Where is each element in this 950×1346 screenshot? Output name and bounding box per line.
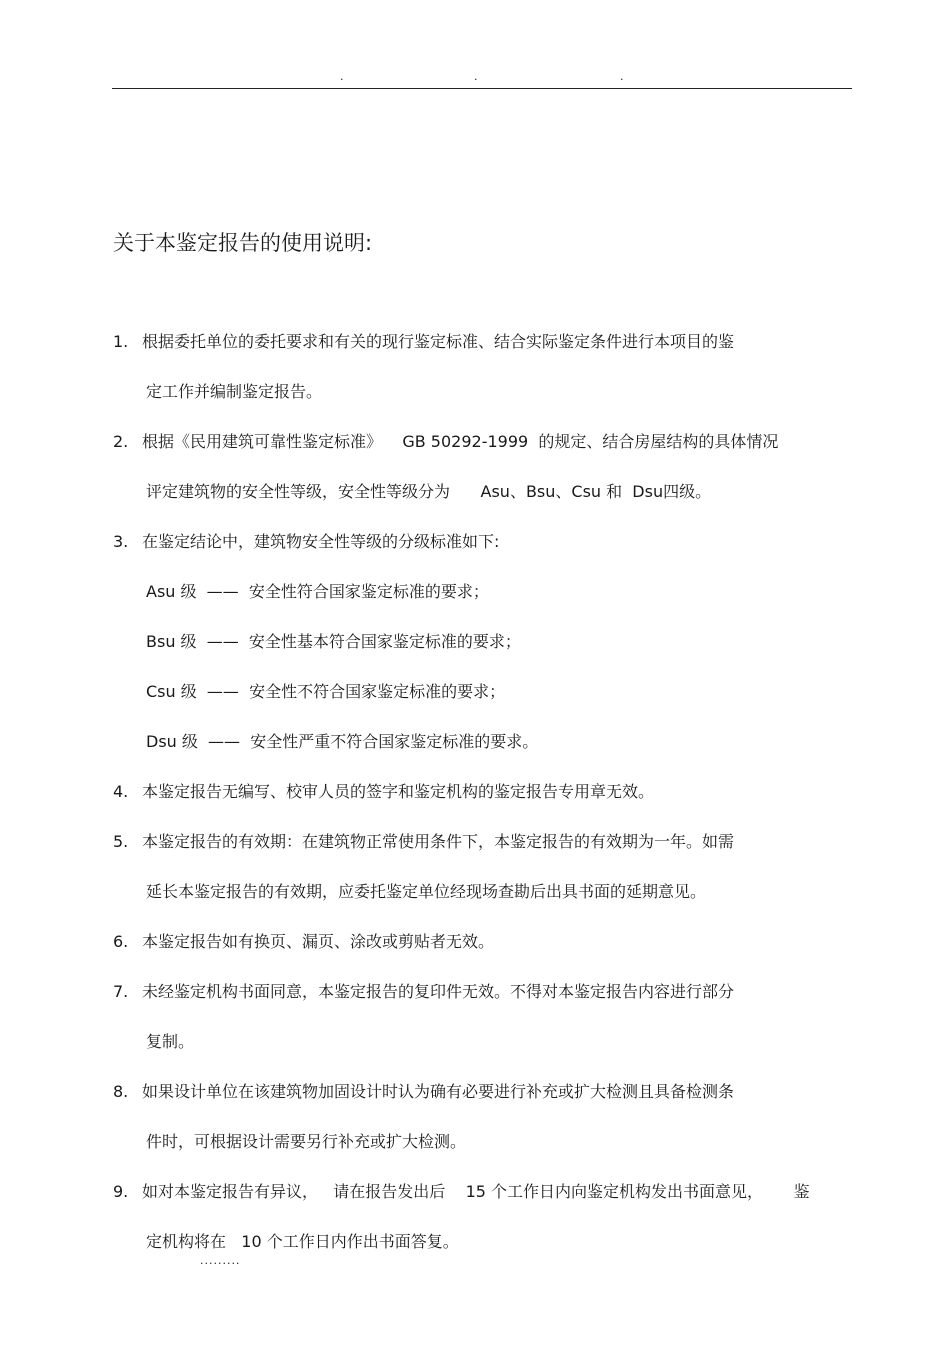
grade-dsu: Dsu 级 —— 安全性严重不符合国家鉴定标准的要求。 [146, 732, 539, 751]
item-4-number: 4. [113, 782, 129, 801]
item-1-line-1: 根据委托单位的委托要求和有关的现行鉴定标准、结合实际鉴定条件进行本项目的鉴 [142, 332, 735, 351]
item-8-line-2: 件时，可根据设计需要另行补充或扩大检测。 [146, 1132, 467, 1151]
grade-asu: Asu 级 —— 安全性符合国家鉴定标准的要求； [146, 582, 489, 601]
item-6-number: 6. [113, 932, 129, 951]
item-2-line-2: 评定建筑物的安全性等级，安全性等级分为 Asu、Bsu、Csu 和 Dsu四级。 [146, 482, 712, 501]
item-3-number: 3. [113, 532, 129, 551]
item-3-line-1: 在鉴定结论中，建筑物安全性等级的分级标准如下: [142, 532, 500, 551]
item-4-line-1: 本鉴定报告无编写、校审人员的签字和鉴定机构的鉴定报告专用章无效。 [142, 782, 655, 801]
item-8-line-1: 如果设计单位在该建筑物加固设计时认为确有必要进行补充或扩大检测且具备检测条 [142, 1082, 735, 1101]
item-6-line-1: 本鉴定报告如有换页、漏页、涂改或剪贴者无效。 [142, 932, 495, 951]
item-2-line-1: 根据《民用建筑可靠性鉴定标准》 GB 50292-1999 的规定、结合房屋结构的具体情况 [142, 432, 779, 451]
item-1-number: 1. [113, 332, 129, 351]
item-9-number: 9. [113, 1182, 129, 1201]
item-2-number: 2. [113, 432, 129, 451]
item-1-line-2: 定工作并编制鉴定报告。 [146, 382, 323, 401]
item-8-number: 8. [113, 1082, 129, 1101]
footer-dots: ......... [200, 1254, 241, 1267]
item-5-number: 5. [113, 832, 129, 851]
item-7-line-2: 复制。 [146, 1032, 195, 1051]
item-5-line-1: 本鉴定报告的有效期：在建筑物正常使用条件下，本鉴定报告的有效期为一年。如需 [142, 832, 735, 851]
item-5-line-2: 延长本鉴定报告的有效期，应委托鉴定单位经现场查勘后出具书面的延期意见。 [146, 882, 707, 901]
grade-bsu: Bsu 级 —— 安全性基本符合国家鉴定标准的要求； [146, 632, 521, 651]
item-7-number: 7. [113, 982, 129, 1001]
item-9-line-1: 如对本鉴定报告有异议， 请在报告发出后 15 个工作日内向鉴定机构发出书面意见， 鉴 [142, 1182, 810, 1201]
page-title: 关于本鉴定报告的使用说明: [113, 231, 373, 255]
header-rule [112, 88, 852, 89]
item-7-line-1: 未经鉴定机构书面同意，本鉴定报告的复印件无效。不得对本鉴定报告内容进行部分 [142, 982, 735, 1001]
item-9-line-2: 定机构将在 10 个工作日内作出书面答复。 [146, 1232, 459, 1251]
header-dot-2: . [474, 70, 478, 83]
header-dot-1: . [340, 70, 344, 83]
grade-csu: Csu 级 —— 安全性不符合国家鉴定标准的要求； [146, 682, 506, 701]
header-dot-3: . [620, 70, 624, 83]
header-dots [0, 70, 950, 84]
